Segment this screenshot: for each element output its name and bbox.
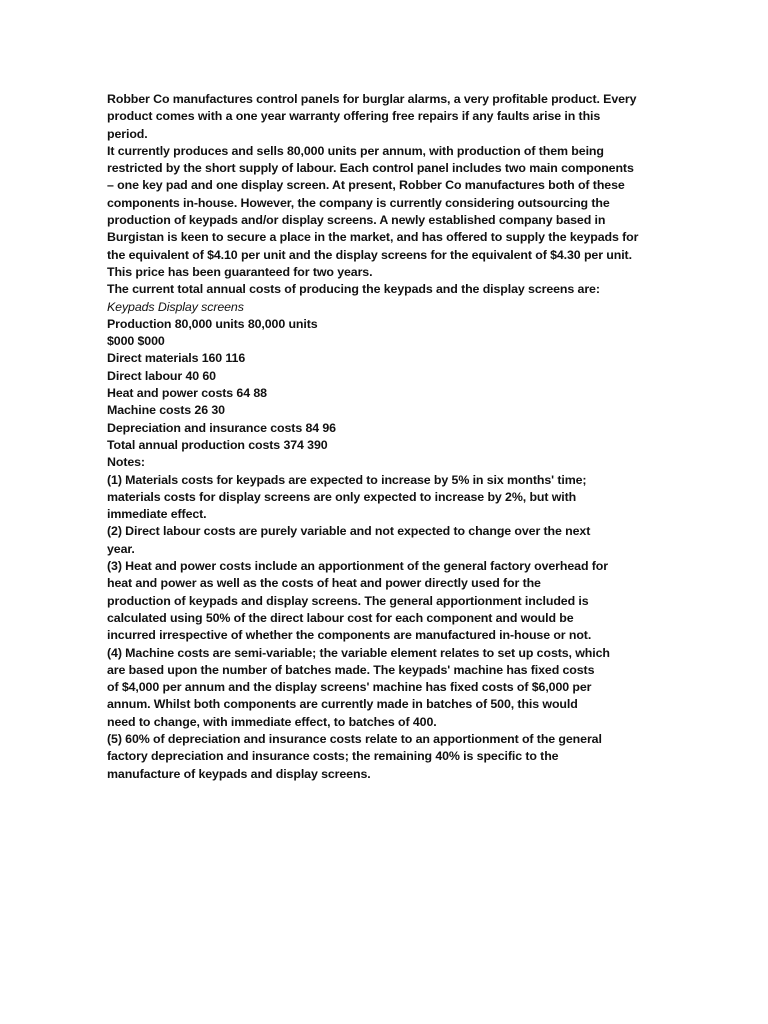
table-line: Direct labour 40 60 <box>107 368 216 383</box>
text-line: incurred irrespective of whether the components are manufactured in-house or not. <box>107 628 592 643</box>
text-line: materials costs for display screens are only expected to increase by 2%, but with <box>107 489 577 504</box>
text-line: of $4,000 per annum and the display screens' machine has fixed costs of $6,000 per <box>107 680 592 695</box>
table-line: Machine costs 26 30 <box>107 403 225 418</box>
text-line: year. <box>107 541 135 556</box>
text-line: components in-house. However, the company is currently considering outsourcing the <box>107 195 610 210</box>
text-line: need to change, with immediate effect, to batches of 400. <box>107 714 437 729</box>
text-line: calculated using 50% of the direct labour cost for each component and would be <box>107 610 574 625</box>
text-line: production of keypads and/or display screens. A newly established company based in <box>107 213 606 228</box>
text-line: heat and power as well as the costs of heat and power directly used for the <box>107 576 541 591</box>
table-line: Production 80,000 units 80,000 units <box>107 316 318 331</box>
text-line: are based upon the number of batches made. The keypads' machine has fixed costs <box>107 662 595 677</box>
table-line: $000 $000 <box>107 334 165 349</box>
table-header-line: Keypads Display screens <box>107 299 244 314</box>
table-line: Direct materials 160 116 <box>107 351 246 366</box>
table-line: Heat and power costs 64 88 <box>107 386 267 401</box>
text-line: restricted by the short supply of labour. Each control panel includes two main components <box>107 161 634 176</box>
text-line: period. <box>107 126 148 141</box>
table-line: Depreciation and insurance costs 84 96 <box>107 420 336 435</box>
text-line: Burgistan is keen to secure a place in the market, and has offered to supply the keypads for <box>107 230 639 245</box>
notes-heading: Notes: <box>107 455 145 470</box>
text-line: production of keypads and display screens. The general apportionment included is <box>107 593 589 608</box>
text-line: (1) Materials costs for keypads are expected to increase by 5% in six months' time; <box>107 472 587 487</box>
text-line: immediate effect. <box>107 507 207 522</box>
text-line: (3) Heat and power costs include an apportionment of the general factory overhead for <box>107 559 608 574</box>
text-line: Robber Co manufactures control panels for burglar alarms, a very profitable product. Every <box>107 92 637 106</box>
document-text <box>107 91 639 783</box>
text-line: (2) Direct labour costs are purely variable and not expected to change over the next <box>107 524 591 539</box>
text-line: product comes with a one year warranty offering free repairs if any faults arise in this <box>107 109 601 124</box>
table-line: Total annual production costs 374 390 <box>107 437 328 452</box>
text-line: The current total annual costs of producing the keypads and the display screens are: <box>107 282 600 297</box>
text-line: – one key pad and one display screen. At present, Robber Co manufactures both of these <box>107 178 625 193</box>
text-line: (4) Machine costs are semi-variable; the variable element relates to set up costs, which <box>107 645 610 660</box>
text-line: (5) 60% of depreciation and insurance costs relate to an apportionment of the general <box>107 731 602 746</box>
text-line: factory depreciation and insurance costs; the remaining 40% is specific to the <box>107 749 559 764</box>
text-line: It currently produces and sells 80,000 units per annum, with production of them being <box>107 143 604 158</box>
text-line: the equivalent of $4.10 per unit and the display screens for the equivalent of $4.30 per unit. <box>107 247 632 262</box>
text-line: manufacture of keypads and display screens. <box>107 766 371 781</box>
text-line: annum. Whilst both components are currently made in batches of 500, this would <box>107 697 578 712</box>
text-line: This price has been guaranteed for two years. <box>107 264 373 279</box>
